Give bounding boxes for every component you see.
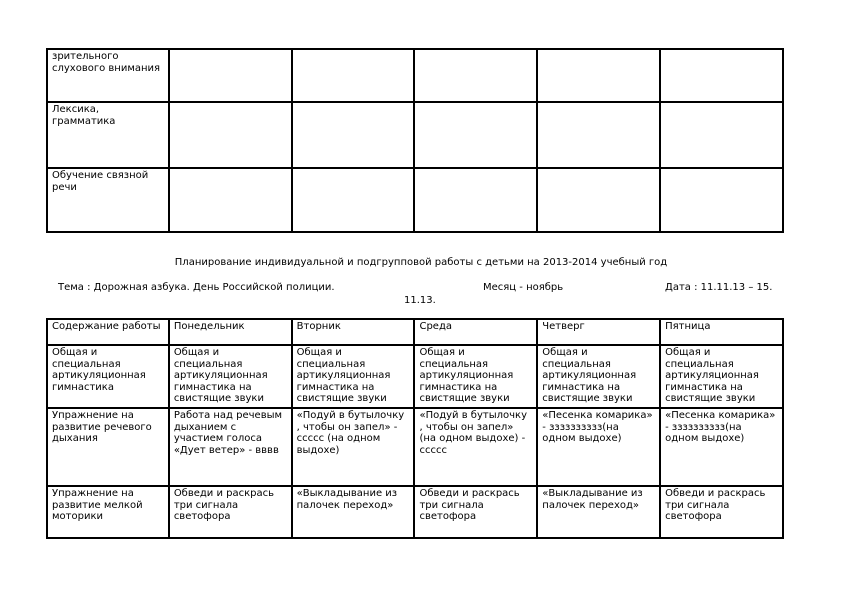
table-cell bbox=[169, 102, 292, 168]
table-cell bbox=[292, 102, 415, 168]
document-title: Планирование индивидуальной и подгрупповой работы с детьми на 2013-2014 учебный год bbox=[174, 257, 668, 268]
table-cell: Общая и специальная артикуляционная гимнастика на свистящие звуки bbox=[660, 345, 783, 408]
row-label: Обучение связной речи bbox=[47, 168, 169, 232]
header-cell-content: Содержание работы bbox=[47, 319, 169, 345]
table-row bbox=[47, 345, 783, 408]
table-row bbox=[47, 486, 783, 538]
table-cell bbox=[660, 49, 783, 102]
table-cell: Работа над речевым дыханием с участием голоса «Дует ветер» - вввв bbox=[169, 408, 292, 486]
table-cell bbox=[169, 168, 292, 232]
table-cell bbox=[414, 49, 537, 102]
table-cell: «Подуй в бутылочку , чтобы он запел» - ссссс (на одном выдохе) bbox=[292, 408, 415, 486]
table-cell: Обведи и раскрась три сигнала светофора bbox=[414, 486, 537, 538]
header-cell-monday: Понедельник bbox=[169, 319, 292, 345]
table-cell: «Песенка комарика» - зззззззззз(на одном выдохе) bbox=[537, 408, 660, 486]
table-cell: Общая и специальная артикуляционная гимнастика на свистящие звуки bbox=[414, 345, 537, 408]
table-cell: «Подуй в бутылочку , чтобы он запел» (на одном выдохе) - ссссс bbox=[414, 408, 537, 486]
row-label: зрительного слухового внимания bbox=[47, 49, 169, 102]
table-cell bbox=[169, 49, 292, 102]
table-cell bbox=[292, 168, 415, 232]
table-row bbox=[47, 49, 783, 102]
table-cell bbox=[414, 168, 537, 232]
table-cell: Упражнение на развитие мелкой моторики bbox=[47, 486, 169, 538]
table-cell: Обведи и раскрась три сигнала светофора bbox=[169, 486, 292, 538]
table-cell bbox=[660, 102, 783, 168]
table-cell bbox=[537, 49, 660, 102]
table-cell bbox=[537, 102, 660, 168]
table-cell: Общая и специальная артикуляционная гимнастика на свистящие звуки bbox=[292, 345, 415, 408]
header-cell-wednesday: Среда bbox=[414, 319, 537, 345]
header-cell-tuesday: Вторник bbox=[292, 319, 415, 345]
table-row bbox=[47, 102, 783, 168]
table-cell: Обведи и раскрась три сигнала светофора bbox=[660, 486, 783, 538]
date-line-continuation: 11.13. bbox=[404, 295, 436, 306]
table-cell: Общая и специальная артикуляционная гимнастика bbox=[47, 345, 169, 408]
table-row bbox=[47, 408, 783, 486]
table-cell: «Песенка комарика» - зззззззззз(на одном выдохе) bbox=[660, 408, 783, 486]
table-cell: Общая и специальная артикуляционная гимнастика на свистящие звуки bbox=[169, 345, 292, 408]
table-cell: Общая и специальная артикуляционная гимнастика на свистящие звуки bbox=[537, 345, 660, 408]
theme-line: Тема : Дорожная азбука. День Российской полиции. bbox=[58, 282, 335, 293]
header-cell-thursday: Четверг bbox=[537, 319, 660, 345]
table-cell: «Выкладывание из палочек переход» bbox=[292, 486, 415, 538]
weekly-plan-table bbox=[46, 318, 784, 539]
row-label: Лексика, грамматика bbox=[47, 102, 169, 168]
date-line: Дата : 11.11.13 – 15. bbox=[665, 282, 773, 293]
table-header-row bbox=[47, 319, 783, 345]
table-cell bbox=[292, 49, 415, 102]
table-cell: «Выкладывание из палочек переход» bbox=[537, 486, 660, 538]
header-cell-friday: Пятница bbox=[660, 319, 783, 345]
table-cell: Упражнение на развитие речевого дыхания bbox=[47, 408, 169, 486]
table-row bbox=[47, 168, 783, 232]
top-table bbox=[46, 48, 784, 233]
table-cell bbox=[414, 102, 537, 168]
table-cell bbox=[660, 168, 783, 232]
table-cell bbox=[537, 168, 660, 232]
month-line: Месяц - ноябрь bbox=[483, 282, 564, 293]
